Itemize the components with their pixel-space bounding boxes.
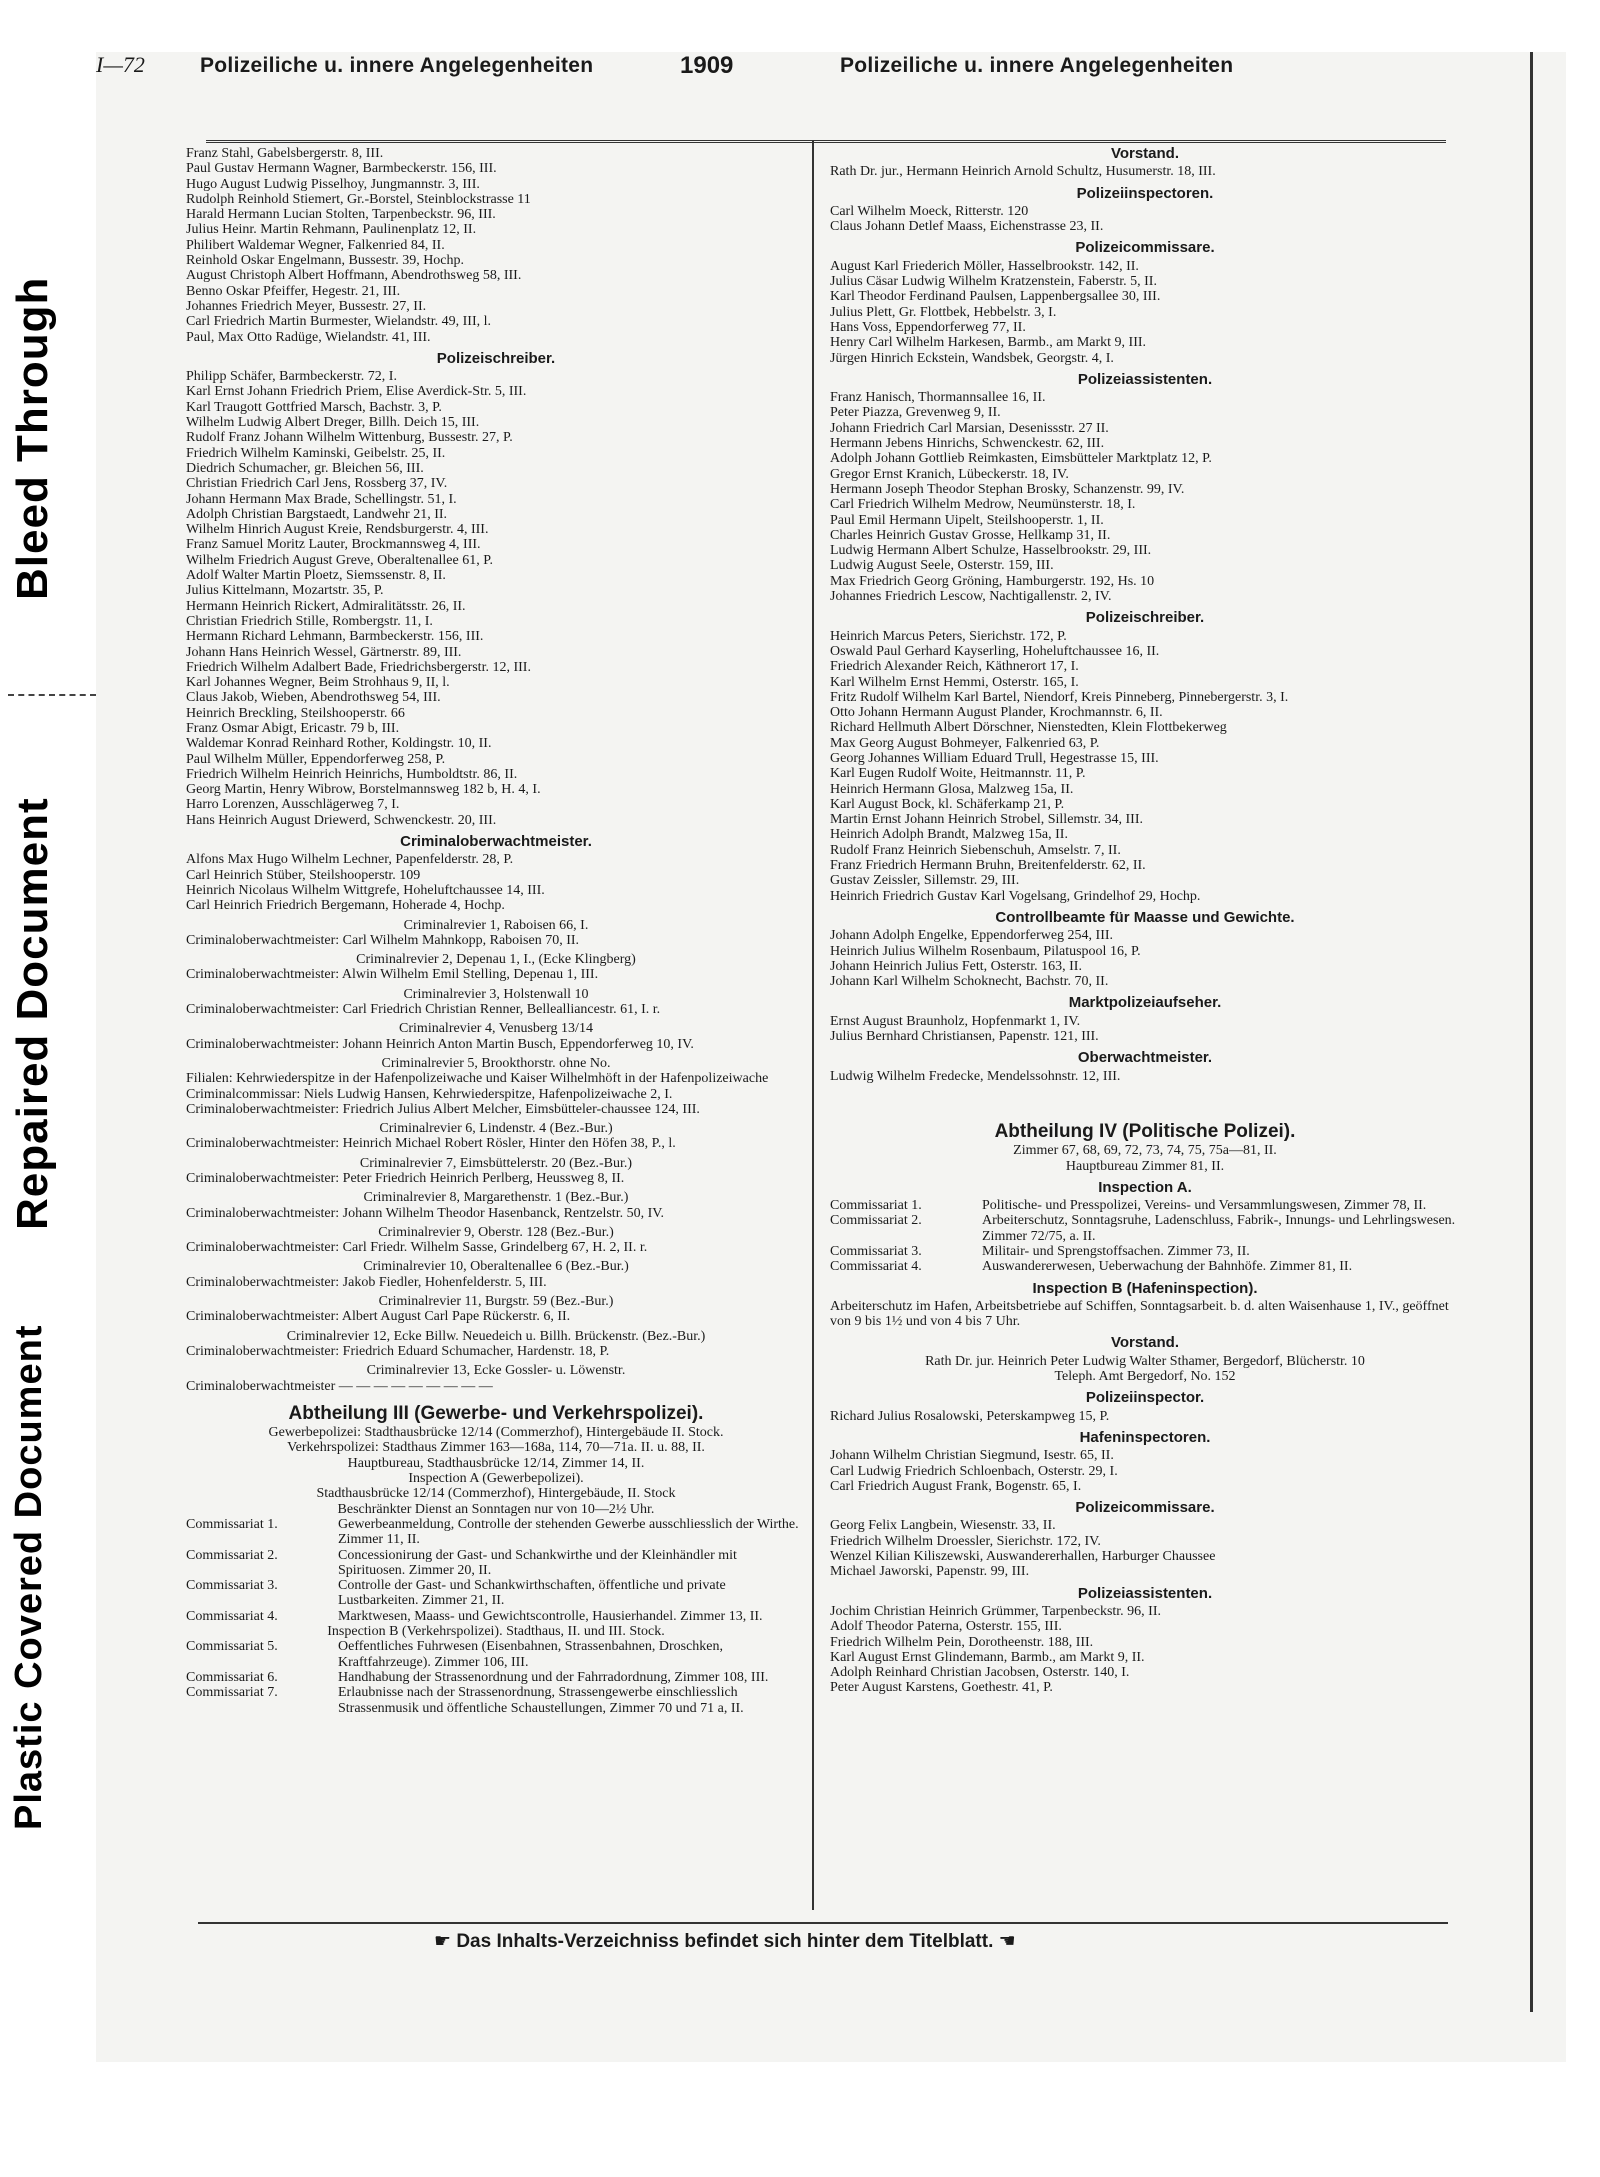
abt3-intro (186, 1425, 806, 1517)
list-item: Wilhelm Hinrich August Kreie, Rendsburgerstr. 4, III. (186, 522, 489, 538)
label-repaired-document: Repaired Document (8, 797, 57, 1230)
list-item: Julius Cäsar Ludwig Wilhelm Kratzenstein, Faberstr. 5, II. (830, 274, 1157, 290)
commissariat-label: Commissariat 6. (186, 1669, 278, 1685)
passist-list (830, 1604, 1460, 1696)
section-heading: Marktpolizeiaufseher. (1068, 994, 1222, 1012)
list-item: Claus Johann Detlef Maass, Eichenstrasse 23, II. (830, 219, 1104, 235)
section-heading: Criminaloberwachtmeister. (400, 833, 592, 851)
commissariat-row (186, 1548, 806, 1579)
list-item: Henry Carl Wilhelm Harkesen, Barmb., am Markt 9, III. (830, 335, 1147, 351)
commissariat-row (186, 1609, 806, 1624)
commissariat-duties: Concessionirung der Gast- und Schankwirthe und der Kleinhändler mit Spirituosen. Zimmer 20, II. (338, 1547, 737, 1578)
list-item: Harro Lorenzen, Ausschlägerweg 7, I. (186, 797, 400, 813)
list-item: Beschränkter Dienst an Sonntagen nur von 10—2½ Uhr. (337, 1501, 655, 1517)
commissariat-row (186, 1685, 806, 1716)
list-item: Fritz Rudolf Wilhelm Karl Bartel, Niendorf, Kreis Pinneberg, Pinnebergerstr. 3, I. (830, 689, 1289, 705)
list-item: Teleph. Amt Bergedorf, No. 152 (1054, 1369, 1236, 1385)
list-item: Johann Hans Heinrich Wessel, Gärtnerstr. 89, III. (186, 644, 462, 660)
commissariat-label: Commissariat 1. (186, 1516, 278, 1532)
list-item: Friedrich Wilhelm Droessler, Sierichstr. 172, IV. (830, 1533, 1101, 1549)
list-item: Karl Traugott Gottfried Marsch, Bachstr. 3, P. (186, 399, 442, 415)
commissariat-row (830, 1213, 1460, 1244)
revier-wachtmeister: Criminaloberwachtmeister: Friedrich Eduard Schumacher, Hardenstr. 18, P. (186, 1343, 610, 1359)
label-divider (8, 694, 96, 696)
commissariat-row (830, 1198, 1460, 1213)
list-item: Gewerbepolizei: Stadthausbrücke 12/14 (Commerzhof), Hintergebäude II. Stock. (268, 1425, 724, 1441)
revier-title: Criminalrevier 5, Brookthorstr. ohne No. (381, 1055, 611, 1071)
list-item: Adolf Theodor Paterna, Osterstr. 155, III. (830, 1619, 1062, 1635)
list-item: Martin Ernst Johann Heinrich Strobel, Sillemstr. 34, III. (830, 812, 1144, 828)
section-heading: Controllbeamte für Maasse und Gewichte. (995, 908, 1295, 926)
revier-entry (186, 1329, 806, 1360)
vorstand-entry: Rath Dr. jur., Hermann Heinrich Arnold Schultz, Husumerstr. 18, III. (830, 164, 1216, 180)
list-item: Adolph Christian Bargstaedt, Landwehr 21, II. (186, 506, 448, 522)
list-item: Friedrich Wilhelm Kaminski, Geibelstr. 25, II. (186, 445, 446, 461)
commissariat-duties: Gewerbeanmeldung, Controlle der stehenden Gewerbe ausschliesslich der Wirthe. Zimmer 11, II. (338, 1516, 799, 1548)
list-item: Adolph Johann Gottlieb Reimkasten, Eimsbütteler Marktplatz 12, P. (830, 451, 1212, 467)
revier-wachtmeister: Criminaloberwachtmeister: Alwin Wilhelm Emil Stelling, Depenau 1, III. (186, 967, 599, 983)
commissariat-label: Commissariat 2. (186, 1547, 278, 1563)
list-item: August Christoph Albert Hoffmann, Abendrothsweg 58, III. (186, 268, 522, 284)
list-item: Franz Stahl, Gabelsbergerstr. 8, III. (186, 146, 384, 161)
commissariat-label: Commissariat 1. (830, 1198, 922, 1214)
list-item: Johann Hermann Max Brade, Schellingstr. 51, I. (186, 491, 457, 507)
list-item: Christian Friedrich Stille, Rombergstr. 11, I. (186, 613, 433, 629)
list-item: Wilhelm Ludwig Albert Dreger, Billh. Deich 15, III. (186, 415, 480, 431)
revier-title: Criminalrevier 11, Burgstr. 59 (Bez.-Bur.) (378, 1294, 614, 1310)
commissariat-duties: Militair- und Sprengstoffsachen. Zimmer 73, II. (982, 1244, 1250, 1259)
list-item: Claus Jakob, Wieben, Abendrothsweg 54, III. (186, 690, 441, 706)
revier-5 (186, 1056, 806, 1117)
list-item: Richard Hellmuth Albert Dörschner, Nienstedten, Klein Flottbekerweg (830, 720, 1227, 736)
list-item: Inspection A (Gewerbepolizei). (408, 1471, 584, 1487)
list-item: Rudolf Franz Heinrich Siebenschuh, Amselstr. 7, II. (830, 842, 1121, 858)
markt-list (830, 1014, 1460, 1045)
assistenten-list (830, 390, 1460, 604)
commissariat-row (830, 1244, 1460, 1259)
revier-wachtmeister: Criminaloberwachtmeister: Heinrich Michael Robert Rösler, Hinter den Höfen 38, P., l. (186, 1136, 676, 1152)
hafen-list (830, 1448, 1460, 1494)
section-heading: Polizeicommissare. (1075, 239, 1215, 257)
commissariat-row (186, 1670, 806, 1685)
revier-wachtmeister: Criminaloberwachtmeister: Johann Heinrich Anton Martin Busch, Eppendorferweg 10, IV. (186, 1036, 694, 1052)
section-heading: Oberwachtmeister. (1077, 1049, 1213, 1067)
revier-list-2 (186, 1121, 806, 1394)
revier-wachtmeister: Criminaloberwachtmeister: Albert August Carl Pape Rückerstr. 6, II. (186, 1309, 571, 1325)
revier-title: Criminalrevier 8, Margarethenstr. 1 (Bez.-Bur.) (363, 1190, 629, 1206)
vorstand2-list (830, 1354, 1460, 1385)
list-item: Karl August Ernst Glindemann, Barmb., am Markt 9, II. (830, 1649, 1145, 1665)
list-item: Jochim Christian Heinrich Grümmer, Tarpenbeckstr. 96, II. (830, 1603, 1162, 1619)
commissariat-duties: Handhabung der Strassenordnung und der Fahrradordnung, Zimmer 108, III. (338, 1669, 769, 1685)
list-item: Ernst August Braunholz, Hopfenmarkt 1, IV. (830, 1013, 1081, 1029)
list-item: Rath Dr. jur. Heinrich Peter Ludwig Walter Sthamer, Bergedorf, Blücherstr. 10 (925, 1353, 1365, 1369)
revier-title: Criminalrevier 1, Raboisen 66, I. (403, 917, 589, 933)
list-item: Diedrich Schumacher, gr. Bleichen 56, III. (186, 460, 424, 476)
commissariat-label: Commissariat 4. (830, 1259, 922, 1275)
column-separator (812, 140, 814, 1910)
section-heading: Polizeischreiber. (1085, 609, 1205, 627)
list-item: Heinrich Adolph Brandt, Malzweg 15a, II. (830, 827, 1068, 843)
inspectors-list (830, 204, 1460, 235)
list-item: Verkehrspolizei: Stadthaus Zimmer 163—168a, 114, 70—71a. II. u. 88, II. (287, 1440, 705, 1456)
list-item: Karl August Bock, kl. Schäferkamp 21, P. (830, 796, 1065, 812)
list-item: Carl Heinrich Friedrich Bergemann, Hoherade 4, Hochp. (186, 898, 505, 914)
revier-title: Criminalrevier 2, Depenau 1, I., (Ecke Klingberg) (356, 952, 636, 968)
commissare-list (830, 259, 1460, 366)
list-item: Philibert Waldemar Wegner, Falkenried 84, II. (186, 237, 445, 253)
list-item: Carl Friedrich August Frank, Bogenstr. 65, I. (830, 1478, 1082, 1494)
revier-entry (186, 1190, 806, 1221)
commissariat-duties: Marktwesen, Maass- und Gewichtscontrolle, Hausierhandel. Zimmer 13, II. (338, 1608, 763, 1624)
commissariat-label: Commissariat 3. (830, 1244, 922, 1259)
commissariat-duties: Erlaubnisse nach der Strassenordnung, Strassengewerbe einschliesslich Strassenmusik und öffentliche Schaustellungen, Zimmer 70 und 71 a, II. (338, 1685, 744, 1716)
list-item: Otto Johann Hermann August Plander, Krochmannstr. 6, II. (830, 705, 1163, 721)
revier-wachtmeister: Criminaloberwachtmeister: Peter Friedrich Heinrich Perlberg, Heussweg 8, II. (186, 1171, 625, 1186)
section-heading: Polizeiinspectoren. (1076, 184, 1214, 202)
abteilung-iv-heading: Abtheilung IV (Politische Polizei). (994, 1120, 1296, 1142)
revier-wachtmeister: Criminaloberwachtmeister: Johann Wilhelm Theodor Hasenbanck, Rentzelstr. 50, IV. (186, 1205, 665, 1221)
section-heading: Hafeninspectoren. (1079, 1428, 1211, 1446)
list-item: Hermann Richard Lehmann, Barmbeckerstr. 156, III. (186, 629, 484, 645)
list-item: Benno Oskar Pfeiffer, Hegestr. 21, III. (186, 283, 401, 299)
section-heading: Polizeischreiber. (436, 349, 556, 367)
list-item: Heinrich Julius Wilhelm Rosenbaum, Pilatuspool 16, P. (830, 943, 1141, 959)
list-item: Paul Gustav Hermann Wagner, Barmbeckerstr. 156, III. (186, 161, 497, 177)
revier-title: Criminalrevier 9, Oberstr. 128 (Bez.-Bur.) (378, 1224, 614, 1240)
commissariat-row (830, 1259, 1460, 1274)
list-item: Hans Voss, Eppendorferweg 77, II. (830, 319, 1026, 335)
list-item: Max Friedrich Georg Gröning, Hamburgerstr. 192, Hs. 10 (830, 573, 1155, 589)
revier-entry (186, 1259, 806, 1290)
commissariat-duties: Oeffentliches Fuhrwesen (Eisenbahnen, Strassenbahnen, Droschken, Kraftfahrzeuge). Zimmer 106, III. (338, 1639, 724, 1670)
list-item: Julius Heinr. Martin Rehmann, Paulinenplatz 12, II. (186, 222, 477, 238)
list-item: Franz Osmar Abigt, Ericastr. 79 b, III. (186, 720, 400, 736)
list-item: Heinrich Marcus Peters, Sierichstr. 172, P. (830, 628, 1067, 644)
commissariat-duties: Controlle der Gast- und Schankwirthschaften, öffentliche und private Lustbarkeiten. Zimmer 21, II. (338, 1578, 726, 1609)
revier-wachtmeister: Criminaloberwachtmeister: Carl Friedrich Christian Renner, Bellealliancestr. 61, I. r. (186, 1002, 661, 1018)
list-item: Peter Piazza, Grevenweg 9, II. (830, 405, 1001, 421)
list-item: Carl Ludwig Friedrich Schloenbach, Osterstr. 29, I. (830, 1463, 1118, 1479)
list-item: Zimmer 67, 68, 69, 72, 73, 74, 75, 75a—81, II. (1013, 1143, 1277, 1159)
revier-entry (186, 952, 806, 983)
revier-commissar: Criminalcommissar: Niels Ludwig Hansen, Kehrwiederspitze, Hafenpolizeiwache 2, I. (186, 1086, 673, 1102)
list-item: Paul Emil Hermann Uipelt, Steilshooperstr. 1, II. (830, 512, 1104, 528)
list-item: Paul Wilhelm Müller, Eppendorferweg 258, P. (186, 751, 446, 767)
list-item: Hauptbureau, Stadthausbrücke 12/14, Zimmer 14, II. (347, 1455, 645, 1471)
revier-entry (186, 1294, 806, 1325)
list-item: Franz Friedrich Hermann Bruhn, Breitenfelderstr. 62, II. (830, 858, 1146, 874)
list-item: Carl Friedrich Wilhelm Medrow, Neumünsterstr. 18, I. (830, 497, 1136, 513)
commissariat-label: Commissariat 5. (186, 1639, 278, 1655)
list-item: Karl Johannes Wegner, Beim Strohhaus 9, II, l. (186, 675, 450, 691)
revier-entry (186, 1121, 806, 1152)
list-item: Wilhelm Friedrich August Greve, Oberaltenallee 61, P. (186, 552, 493, 568)
right-column (830, 146, 1460, 1696)
section-heading: Polizeiassistenten. (1077, 1584, 1213, 1602)
list-item: Karl Eugen Rudolf Woite, Heitmannstr. 11, P. (830, 766, 1086, 782)
revier-wachtmeister: Criminaloberwachtmeister — — — — — — — — — (186, 1378, 493, 1394)
list-item: Reinhold Oskar Engelmann, Bussestr. 39, Hochp. (186, 253, 465, 269)
list-item: Karl Wilhelm Ernst Hemmi, Osterstr. 165, I. (830, 674, 1079, 690)
list-item: Georg Felix Langbein, Wiesenstr. 33, II. (830, 1518, 1056, 1534)
revier-wachtmeister: Criminaloberwachtmeister: Friedrich Julius Albert Melcher, Eimsbütteler-chaussee 124, III. (186, 1101, 700, 1117)
inspection-b-line: Inspection B (Verkehrspolizei). Stadthaus, II. und III. Stock. (327, 1624, 665, 1640)
section-heading: Inspection A. (1098, 1178, 1192, 1196)
abt4-intro (830, 1143, 1460, 1174)
revier-title: Criminalrevier 6, Lindenstr. 4 (Bez.-Bur.) (379, 1121, 613, 1137)
list-item: August Karl Friederich Möller, Hasselbrookstr. 142, II. (830, 258, 1139, 274)
section-heading: Vorstand. (1110, 1334, 1180, 1352)
list-item: Johann Adolph Engelke, Eppendorferweg 254, III. (830, 928, 1114, 944)
list-item: Johann Wilhelm Christian Siegmund, Isestr. 65, II. (830, 1448, 1114, 1464)
commissariat-duties: Politische- und Presspolizei, Vereins- und Versammlungswesen, Zimmer 78, II. (982, 1198, 1427, 1214)
list-item: Hermann Joseph Theodor Stephan Brosky, Schanzenstr. 99, IV. (830, 481, 1185, 497)
list-item: Wenzel Kilian Kiliszewski, Auswandererhallen, Harburger Chaussee (830, 1549, 1216, 1565)
page-edge (1530, 52, 1533, 2012)
pcomm-list (830, 1518, 1460, 1579)
list-item: Max Georg August Bohmeyer, Falkenried 63, P. (830, 735, 1100, 751)
intro-list (186, 146, 806, 345)
section-heading: Polizeicommissare. (1075, 1499, 1215, 1517)
label-plastic-covered: Plastic Covered Document (8, 1324, 50, 1830)
list-item: Hans Heinrich August Driewerd, Schwenckestr. 20, III. (186, 812, 497, 828)
list-item: Alfons Max Hugo Wilhelm Lechner, Papenfelderstr. 28, P. (186, 852, 514, 868)
control-list (830, 928, 1460, 989)
list-item: Jürgen Hinrich Eckstein, Wandsbek, Georgstr. 4, I. (830, 350, 1114, 366)
list-item: Peter August Karstens, Goethestr. 41, P. (830, 1680, 1053, 1696)
list-item: Rudolph Reinhold Stiemert, Gr.-Borstel, Steinblockstrasse 11 (186, 191, 531, 207)
header-title-right: Polizeiliche u. innere Angelegenheiten (840, 54, 1234, 77)
revier-wachtmeister: Criminaloberwachtmeister: Carl Wilhelm Mahnkopp, Raboisen 70, II. (186, 932, 580, 948)
header-title-left: Polizeiliche u. innere Angelegenheiten (200, 54, 594, 77)
list-item: Johannes Friedrich Meyer, Bussestr. 27, II. (186, 298, 427, 314)
list-item: Friedrich Wilhelm Heinrich Heinrichs, Humboldtstr. 86, II. (186, 766, 518, 782)
list-item: Georg Johannes William Eduard Trull, Hegestrasse 15, III. (830, 750, 1159, 766)
abt3-commissariats (186, 1517, 806, 1624)
commissariat-label: Commissariat 7. (186, 1685, 278, 1701)
list-item: Julius Kittelmann, Mozartstr. 35, P. (186, 583, 384, 599)
list-item: Charles Heinrich Gustav Grosse, Hellkamp 31, II. (830, 527, 1111, 543)
scan-label-sidebar (0, 0, 92, 2177)
revier-title: Criminalrevier 7, Eimsbüttelerstr. 20 (Bez.-Bur.) (359, 1155, 633, 1171)
list-item: Heinrich Friedrich Gustav Karl Vogelsang, Grindelhof 29, Hochp. (830, 888, 1201, 904)
list-item: Friedrich Alexander Reich, Käthnerort 17, I. (830, 659, 1079, 675)
schreiber-list (186, 369, 806, 828)
list-item: Julius Bernhard Christiansen, Papenstr. 121, III. (830, 1029, 1099, 1045)
commissariat-duties: Arbeiterschutz, Sonntagsruhe, Ladenschluss, Fabrik-, Innungs- und Lehrlingswesen. Zimmer 72/75, a. II. (982, 1213, 1456, 1244)
list-item: Franz Hanisch, Thormannsallee 16, II. (830, 390, 1046, 406)
commissariat-duties: Auswandererwesen, Ueberwachung der Bahnhöfe. Zimmer 81, II. (982, 1259, 1353, 1275)
commissariat-row (186, 1639, 806, 1670)
list-item: Friedrich Wilhelm Adalbert Bade, Friedrichsbergerstr. 12, III. (186, 659, 531, 675)
list-item: Karl Theodor Ferdinand Paulsen, Lappenbergsallee 30, III. (830, 289, 1161, 305)
revier-entry (186, 1363, 806, 1394)
list-item: Ludwig Hermann Albert Schulze, Hasselbrookstr. 29, III. (830, 543, 1152, 559)
list-item: Carl Wilhelm Moeck, Ritterstr. 120 (830, 203, 1029, 219)
list-item: Gustav Zeissler, Sillemstr. 29, III. (830, 873, 1020, 889)
list-item: Julius Plett, Gr. Flottbek, Hebbelstr. 3, I. (830, 304, 1057, 320)
section-heading: Vorstand. (1110, 145, 1180, 162)
list-item: Rudolf Franz Johann Wilhelm Wittenburg, Bussestr. 27, P. (186, 430, 513, 446)
list-item: Oswald Paul Gerhard Kayserling, Hoheluftchaussee 16, II. (830, 643, 1160, 659)
page-number: I—72 (96, 52, 145, 77)
list-item: Harald Hermann Lucian Stolten, Tarpenbeckstr. 96, III. (186, 207, 496, 223)
list-item: Franz Samuel Moritz Lauter, Brockmannsweg 4, III. (186, 537, 481, 553)
list-item: Johann Friedrich Carl Marsian, Desenissstr. 27 II. (830, 420, 1109, 436)
footer-rule (198, 1922, 1448, 1924)
list-item: Johann Heinrich Julius Fett, Osterstr. 163, II. (830, 958, 1082, 974)
header-rule (206, 140, 1446, 143)
list-item: Michael Jaworski, Papenstr. 99, III. (830, 1564, 1030, 1580)
list-item: Adolph Reinhard Christian Jacobsen, Osterstr. 140, I. (830, 1665, 1130, 1681)
commissariat-label: Commissariat 4. (186, 1608, 278, 1624)
inspB-text: Arbeiterschutz im Hafen, Arbeitsbetriebe auf Schiffen, Sonntagsarbeit. b. d. alten Waisenhause 1, IV., geöffnet von 9 bis 1½ und von 4 bis 7 Uhr. (830, 1298, 1449, 1330)
list-item: Stadthausbrücke 12/14 (Commerzhof), Hintergebäude, II. Stock (316, 1486, 676, 1502)
revier-entry (186, 1156, 806, 1187)
ober-entry: Ludwig Wilhelm Fredecke, Mendelssohnstr. 12, III. (830, 1068, 1121, 1084)
section-heading: Polizeiinspector. (1085, 1389, 1205, 1407)
list-item: Hugo August Ludwig Pisselhoy, Jungmannstr. 3, III. (186, 176, 480, 192)
pinsp-entry: Richard Julius Rosalowski, Peterskampweg 15, P. (830, 1408, 1110, 1424)
footer-note (434, 1930, 1016, 1953)
list-item: Karl Ernst Johann Friedrich Priem, Elise Averdick-Str. 5, III. (186, 384, 527, 400)
list-item: Carl Heinrich Stüber, Steilshooperstr. 109 (186, 867, 421, 883)
list-item: Friedrich Wilhelm Pein, Dorotheenstr. 188, III. (830, 1634, 1094, 1650)
pointing-hand-right-icon: ☚ (998, 1931, 1016, 1952)
list-item: Heinrich Breckling, Steilshooperstr. 66 (186, 705, 405, 721)
schreiber-list-right (830, 629, 1460, 904)
pointing-hand-left-icon: ☛ (434, 1931, 457, 1952)
revier-title: Criminalrevier 12, Ecke Billw. Neuedeich u. Billh. Brückenstr. (Bez.-Bur.) (286, 1328, 706, 1344)
list-item: Paul, Max Otto Radüge, Wielandstr. 41, III. (186, 329, 431, 345)
label-bleed-through: Bleed Through (8, 276, 57, 600)
list-item: Christian Friedrich Carl Jens, Rossberg 37, IV. (186, 476, 448, 492)
left-column (186, 146, 806, 1716)
revier-title: Criminalrevier 3, Holstenwall 10 (403, 986, 589, 1002)
revier-entry (186, 1225, 806, 1256)
section-heading: Polizeiassistenten. (1077, 370, 1213, 388)
revier-filialen: Filialen: Kehrwiederspitze in der Hafenpolizeiwache und Kaiser Wilhelmhöft in der Hafenpolizeiwache (186, 1071, 769, 1087)
list-item: Johann Karl Wilhelm Schoknecht, Bachstr. 70, II. (830, 974, 1109, 990)
list-item: Hermann Heinrich Rickert, Admiralitätsstr. 26, II. (186, 598, 466, 614)
criminal-list (186, 852, 806, 913)
revier-list-1 (186, 918, 806, 1052)
abt3-commissariats-2 (186, 1639, 806, 1715)
abteilung-iii-heading: Abtheilung III (Gewerbe- und Verkehrspolizei). (288, 1402, 704, 1424)
commissariat-row (186, 1517, 806, 1548)
list-item: Gregor Ernst Kranich, Lübeckerstr. 18, IV. (830, 466, 1069, 482)
commissariat-row (186, 1578, 806, 1609)
revier-entry (186, 987, 806, 1018)
list-item: Adolf Walter Martin Ploetz, Siemssenstr. 8, II. (186, 568, 446, 584)
inspA-commissariats (830, 1198, 1460, 1274)
revier-title: Criminalrevier 13, Ecke Gossler- u. Löwenstr. (366, 1363, 626, 1379)
list-item: Heinrich Hermann Glosa, Malzweg 15a, II. (830, 781, 1074, 797)
header-year: 1909 (680, 52, 734, 79)
list-item: Heinrich Nicolaus Wilhelm Wittgrefe, Hoheluftchaussee 14, III. (186, 882, 545, 898)
list-item: Hermann Jebens Hinrichs, Schwenckestr. 62, III. (830, 436, 1105, 452)
revier-wachtmeister: Criminaloberwachtmeister: Carl Friedr. Wilhelm Sasse, Grindelberg 67, H. 2, II. r. (186, 1240, 648, 1256)
revier-entry (186, 1021, 806, 1052)
footer-text: Das Inhalts-Verzeichniss befindet sich hinter dem Titelblatt. (456, 1931, 994, 1952)
section-heading: Inspection B (Hafeninspection). (1032, 1279, 1258, 1297)
revier-title: Criminalrevier 10, Oberaltenallee 6 (Bez.-Bur.) (363, 1259, 629, 1275)
list-item: Georg Martin, Henry Wibrow, Borstelmannsweg 182 b, H. 4, I. (186, 782, 541, 798)
revier-title: Criminalrevier 4, Venusberg 13/14 (399, 1021, 593, 1037)
commissariat-label: Commissariat 2. (830, 1213, 922, 1229)
revier-entry (186, 918, 806, 949)
list-item: Johannes Friedrich Lescow, Nachtigallenstr. 2, IV. (830, 589, 1112, 605)
revier-wachtmeister: Criminaloberwachtmeister: Jakob Fiedler, Hohenfelderstr. 5, III. (186, 1274, 547, 1290)
list-item: Ludwig August Seele, Osterstr. 159, III. (830, 558, 1054, 574)
commissariat-label: Commissariat 3. (186, 1578, 278, 1594)
list-item: Hauptbureau Zimmer 81, II. (1065, 1158, 1225, 1174)
list-item: Philipp Schäfer, Barmbeckerstr. 72, I. (186, 369, 397, 385)
list-item: Carl Friedrich Martin Burmester, Wielandstr. 49, III, l. (186, 314, 491, 330)
list-item: Waldemar Konrad Reinhard Rother, Koldingstr. 10, II. (186, 736, 492, 752)
